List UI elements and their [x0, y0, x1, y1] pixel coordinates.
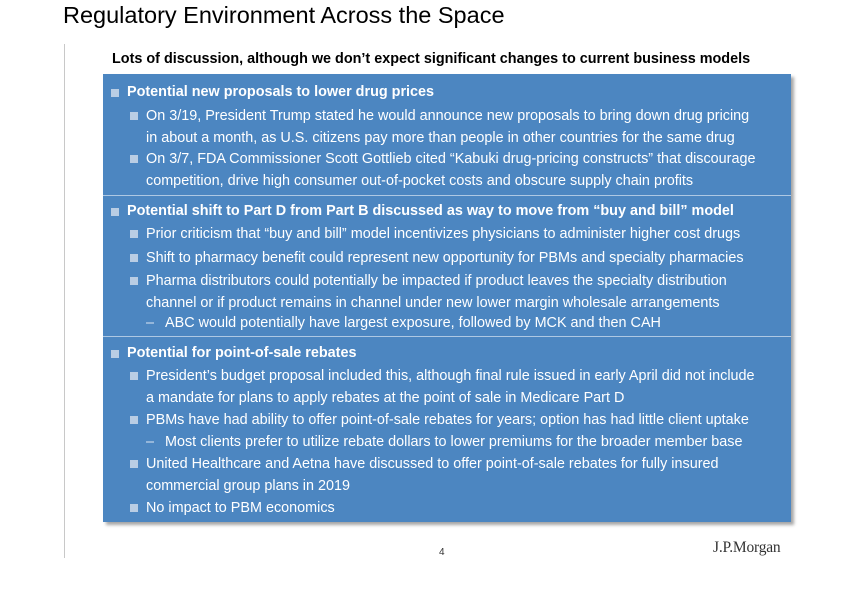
- bullet-line: Prior criticism that “buy and bill” model incentivizes physicians to administer higher cost drugs: [146, 226, 741, 242]
- bullet-line: On 3/19, President Trump stated he would announce new proposals to bring down drug pricing: [146, 108, 750, 124]
- bullet-square-icon: [130, 460, 138, 468]
- bullet-line: competition, drive high consumer out-of-pocket costs and obscure supply chain profits: [146, 172, 694, 189]
- bullet-line: a mandate for plans to apply rebates at the point of sale in Medicare Part D: [146, 389, 625, 406]
- bullet-square-icon: [130, 230, 138, 238]
- bullet-square-icon: [130, 504, 138, 512]
- bullet-line: commercial group plans in 2019: [146, 477, 350, 494]
- slide-subtitle: Lots of discussion, although we don’t expect significant changes to current business models: [112, 51, 751, 67]
- dash-bullet-icon: –: [146, 434, 155, 450]
- section-divider: [103, 195, 791, 196]
- bullet-square-icon: [130, 277, 138, 285]
- bullet-line: channel or if product remains in channel under new lower margin wholesale arrangements: [146, 294, 720, 311]
- sub-bullet-item: [146, 313, 661, 335]
- bullet-item: [146, 224, 740, 246]
- bullet-square-icon: [130, 416, 138, 424]
- bullet-item: [146, 454, 719, 497]
- bullet-item: [146, 248, 744, 270]
- page-number: 4: [439, 547, 445, 558]
- bullet-item: [146, 366, 755, 409]
- section-heading-text: Potential new proposals to lower drug prices: [127, 84, 435, 100]
- bullet-square-icon: [130, 155, 138, 163]
- sub-bullet-text: Most clients prefer to utilize rebate dollars to lower premiums for the broader member base: [165, 434, 743, 450]
- bullet-item: [146, 149, 755, 192]
- bullet-line: President’s budget proposal included this, although final rule issued in early April did not include: [146, 368, 755, 384]
- slide-title: Regulatory Environment Across the Space: [63, 2, 505, 28]
- bullet-line: No impact to PBM economics: [146, 500, 335, 516]
- sub-bullet-item: [146, 432, 743, 454]
- sub-bullet-text: ABC would potentially have largest exposure, followed by MCK and then CAH: [165, 315, 661, 331]
- left-rule-divider: [64, 44, 65, 558]
- section-heading: [127, 203, 734, 219]
- content-box: [103, 74, 791, 522]
- bullet-square-icon: [111, 350, 119, 358]
- bullet-item: [146, 271, 727, 314]
- section-divider: [103, 336, 791, 337]
- bullet-line: United Healthcare and Aetna have discussed to offer point-of-sale rebates for fully insured: [146, 456, 719, 472]
- bullet-square-icon: [111, 208, 119, 216]
- bullet-square-icon: [130, 112, 138, 120]
- bullet-line: in about a month, as U.S. citizens pay more than people in other countries for the same drug: [146, 129, 735, 146]
- section-heading-text: Potential shift to Part D from Part B discussed as way to move from “buy and bill” model: [127, 203, 734, 219]
- bullet-line: PBMs have had ability to offer point-of-sale rebates for years; option has had little client uptake: [146, 412, 749, 428]
- bullet-square-icon: [111, 89, 119, 97]
- bullet-square-icon: [130, 254, 138, 262]
- section-heading: [127, 84, 434, 100]
- bullet-item: [146, 106, 749, 149]
- bullet-item: [146, 410, 749, 432]
- section-heading: [127, 345, 356, 361]
- bullet-item: [146, 498, 335, 520]
- dash-bullet-icon: –: [146, 315, 155, 331]
- bullet-line: Shift to pharmacy benefit could represent new opportunity for PBMs and specialty pharmacies: [146, 250, 744, 266]
- section-heading-text: Potential for point-of-sale rebates: [127, 345, 357, 361]
- jpmorgan-logo: J.P.Morgan: [713, 539, 781, 556]
- bullet-line: Pharma distributors could potentially be impacted if product leaves the specialty distribution: [146, 273, 727, 289]
- bullet-line: On 3/7, FDA Commissioner Scott Gottlieb cited “Kabuki drug-pricing constructs” that discourage: [146, 151, 756, 167]
- bullet-square-icon: [130, 372, 138, 380]
